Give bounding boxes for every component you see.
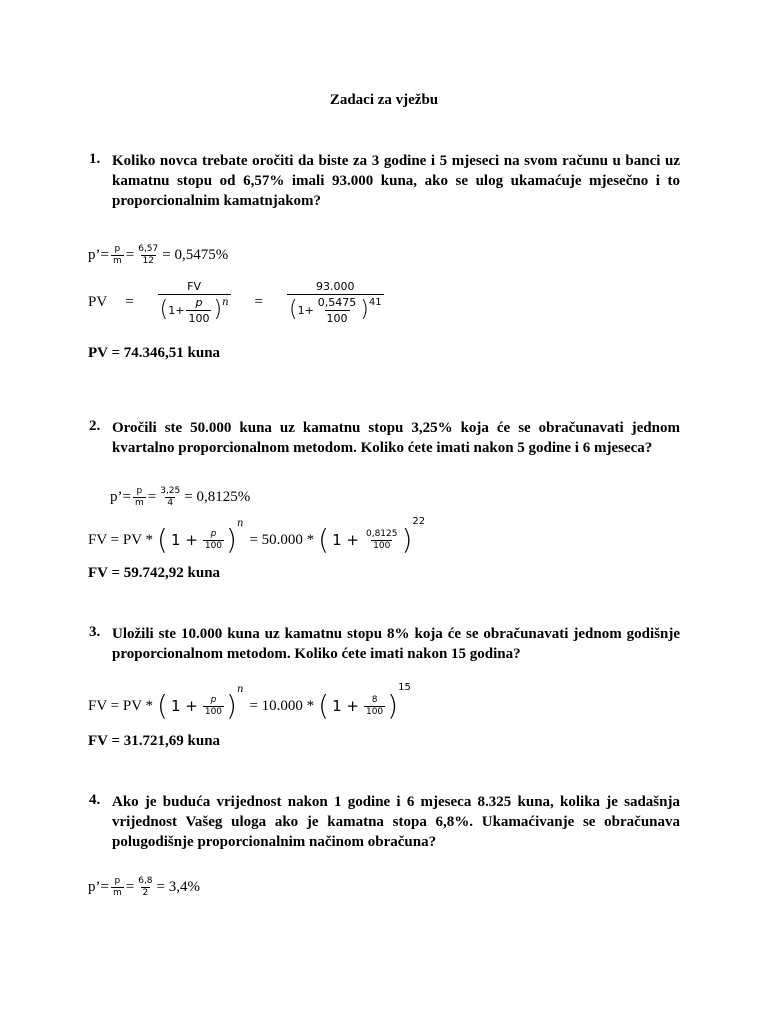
question-1-number: 1. — [89, 151, 101, 167]
question-2-text: Oročili ste 50.000 kuna uz kamatnu stopu 3,25% koja će se obračunavati jednom kvartalno proporcionalnom metodom. Koliko ćete imati nakon 5 godine i 6 mjeseca? — [112, 420, 680, 456]
q2-fv-formula: FV = PV * ( 1 + $\frac{p}{100}$ ) n = 50.000 * ( 1 + $\frac{0,8125}{100}$ ) 22 — [88, 516, 426, 556]
rate-result: = 0,5475% — [162, 246, 229, 263]
rate-result: = 0,8125% — [184, 488, 251, 505]
question-1-text: Koliko novca trebate oročiti da biste za 3 godine i 5 mjeseci na svom računu u banci uz kamatnu stopu od 6,57% imali 93.000 kuna, ako se ulog ukamaćuje mjesečno i to proporcionalnim kamatnjakom? — [112, 153, 680, 209]
q1-rate-formula — [88, 240, 228, 270]
equals-sign: = — [125, 878, 135, 895]
fv-mid: = 10.000 * — [249, 697, 315, 714]
p-prime-label: p’= — [88, 246, 109, 263]
question-3-text: Uložili ste 10.000 kuna uz kamatnu stopu 8% koja će se obračunavati jednom godišnje proporcionalnom metodom. Koliko ćete imati nakon 15 godina? — [112, 626, 680, 662]
pv-general-fraction: FV ( 1+ $\frac{p}{100}$ ) n — [159, 279, 229, 325]
rate-fraction: $\frac{3,25}{4}$ — [160, 485, 181, 508]
p-over-m-fraction: $\frac{p}{m}$ — [112, 875, 122, 898]
question-2-number: 2. — [89, 418, 101, 434]
pv-numeric-fraction: 93.000 ( 1+ $\frac{0,5475}{100}$ ) 41 — [288, 279, 382, 325]
fv-lhs: FV = PV * — [88, 697, 154, 714]
question-3-number: 3. — [89, 624, 101, 640]
question-4-number: 4. — [89, 792, 101, 808]
q1-answer: PV = 74.346,51 kuna — [88, 345, 221, 361]
q2-rate-formula — [110, 482, 250, 512]
equals-sign: = — [254, 293, 263, 310]
q2-answer: FV = 59.742,92 kuna — [88, 565, 221, 581]
p-prime-label: p’= — [110, 488, 131, 505]
rate-fraction: $\frac{6,57}{12}$ — [138, 243, 159, 266]
equals-sign: = — [147, 488, 157, 505]
rate-fraction: $\frac{6,8}{2}$ — [138, 875, 153, 898]
p-prime-label: p’= — [88, 878, 109, 895]
rate-result: = 3,4% — [156, 878, 201, 895]
q3-answer: FV = 31.721,69 kuna — [88, 733, 221, 749]
p-over-m-fraction: $\frac{p}{m}$ — [134, 485, 144, 508]
equals-sign: = — [125, 246, 135, 263]
q3-fv-formula: FV = PV * ( 1 + $\frac{p}{100}$ ) n = 10.000 * ( 1 + $\frac{8}{100}$ ) 15 — [88, 682, 411, 722]
fv-mid: = 50.000 * — [249, 531, 315, 548]
page-title: Zadaci za vježbu — [329, 92, 439, 108]
q1-pv-formula — [88, 278, 386, 326]
equals-sign: = — [125, 293, 134, 310]
pv-label: PV — [88, 293, 108, 310]
p-over-m-fraction: $\frac{p}{m}$ — [112, 243, 122, 266]
fv-lhs: FV = PV * — [88, 531, 154, 548]
q4-rate-formula — [88, 872, 200, 902]
question-4-text: Ako je buduća vrijednost nakon 1 godine i 6 mjeseca 8.325 kuna, kolika je sadašnja vrijednost Vašeg uloga ako je kamatna stopa 6,8%. Ukamaćivanje se obračunava polugodišnje proporcionalnim načinom obračuna? — [112, 794, 680, 850]
